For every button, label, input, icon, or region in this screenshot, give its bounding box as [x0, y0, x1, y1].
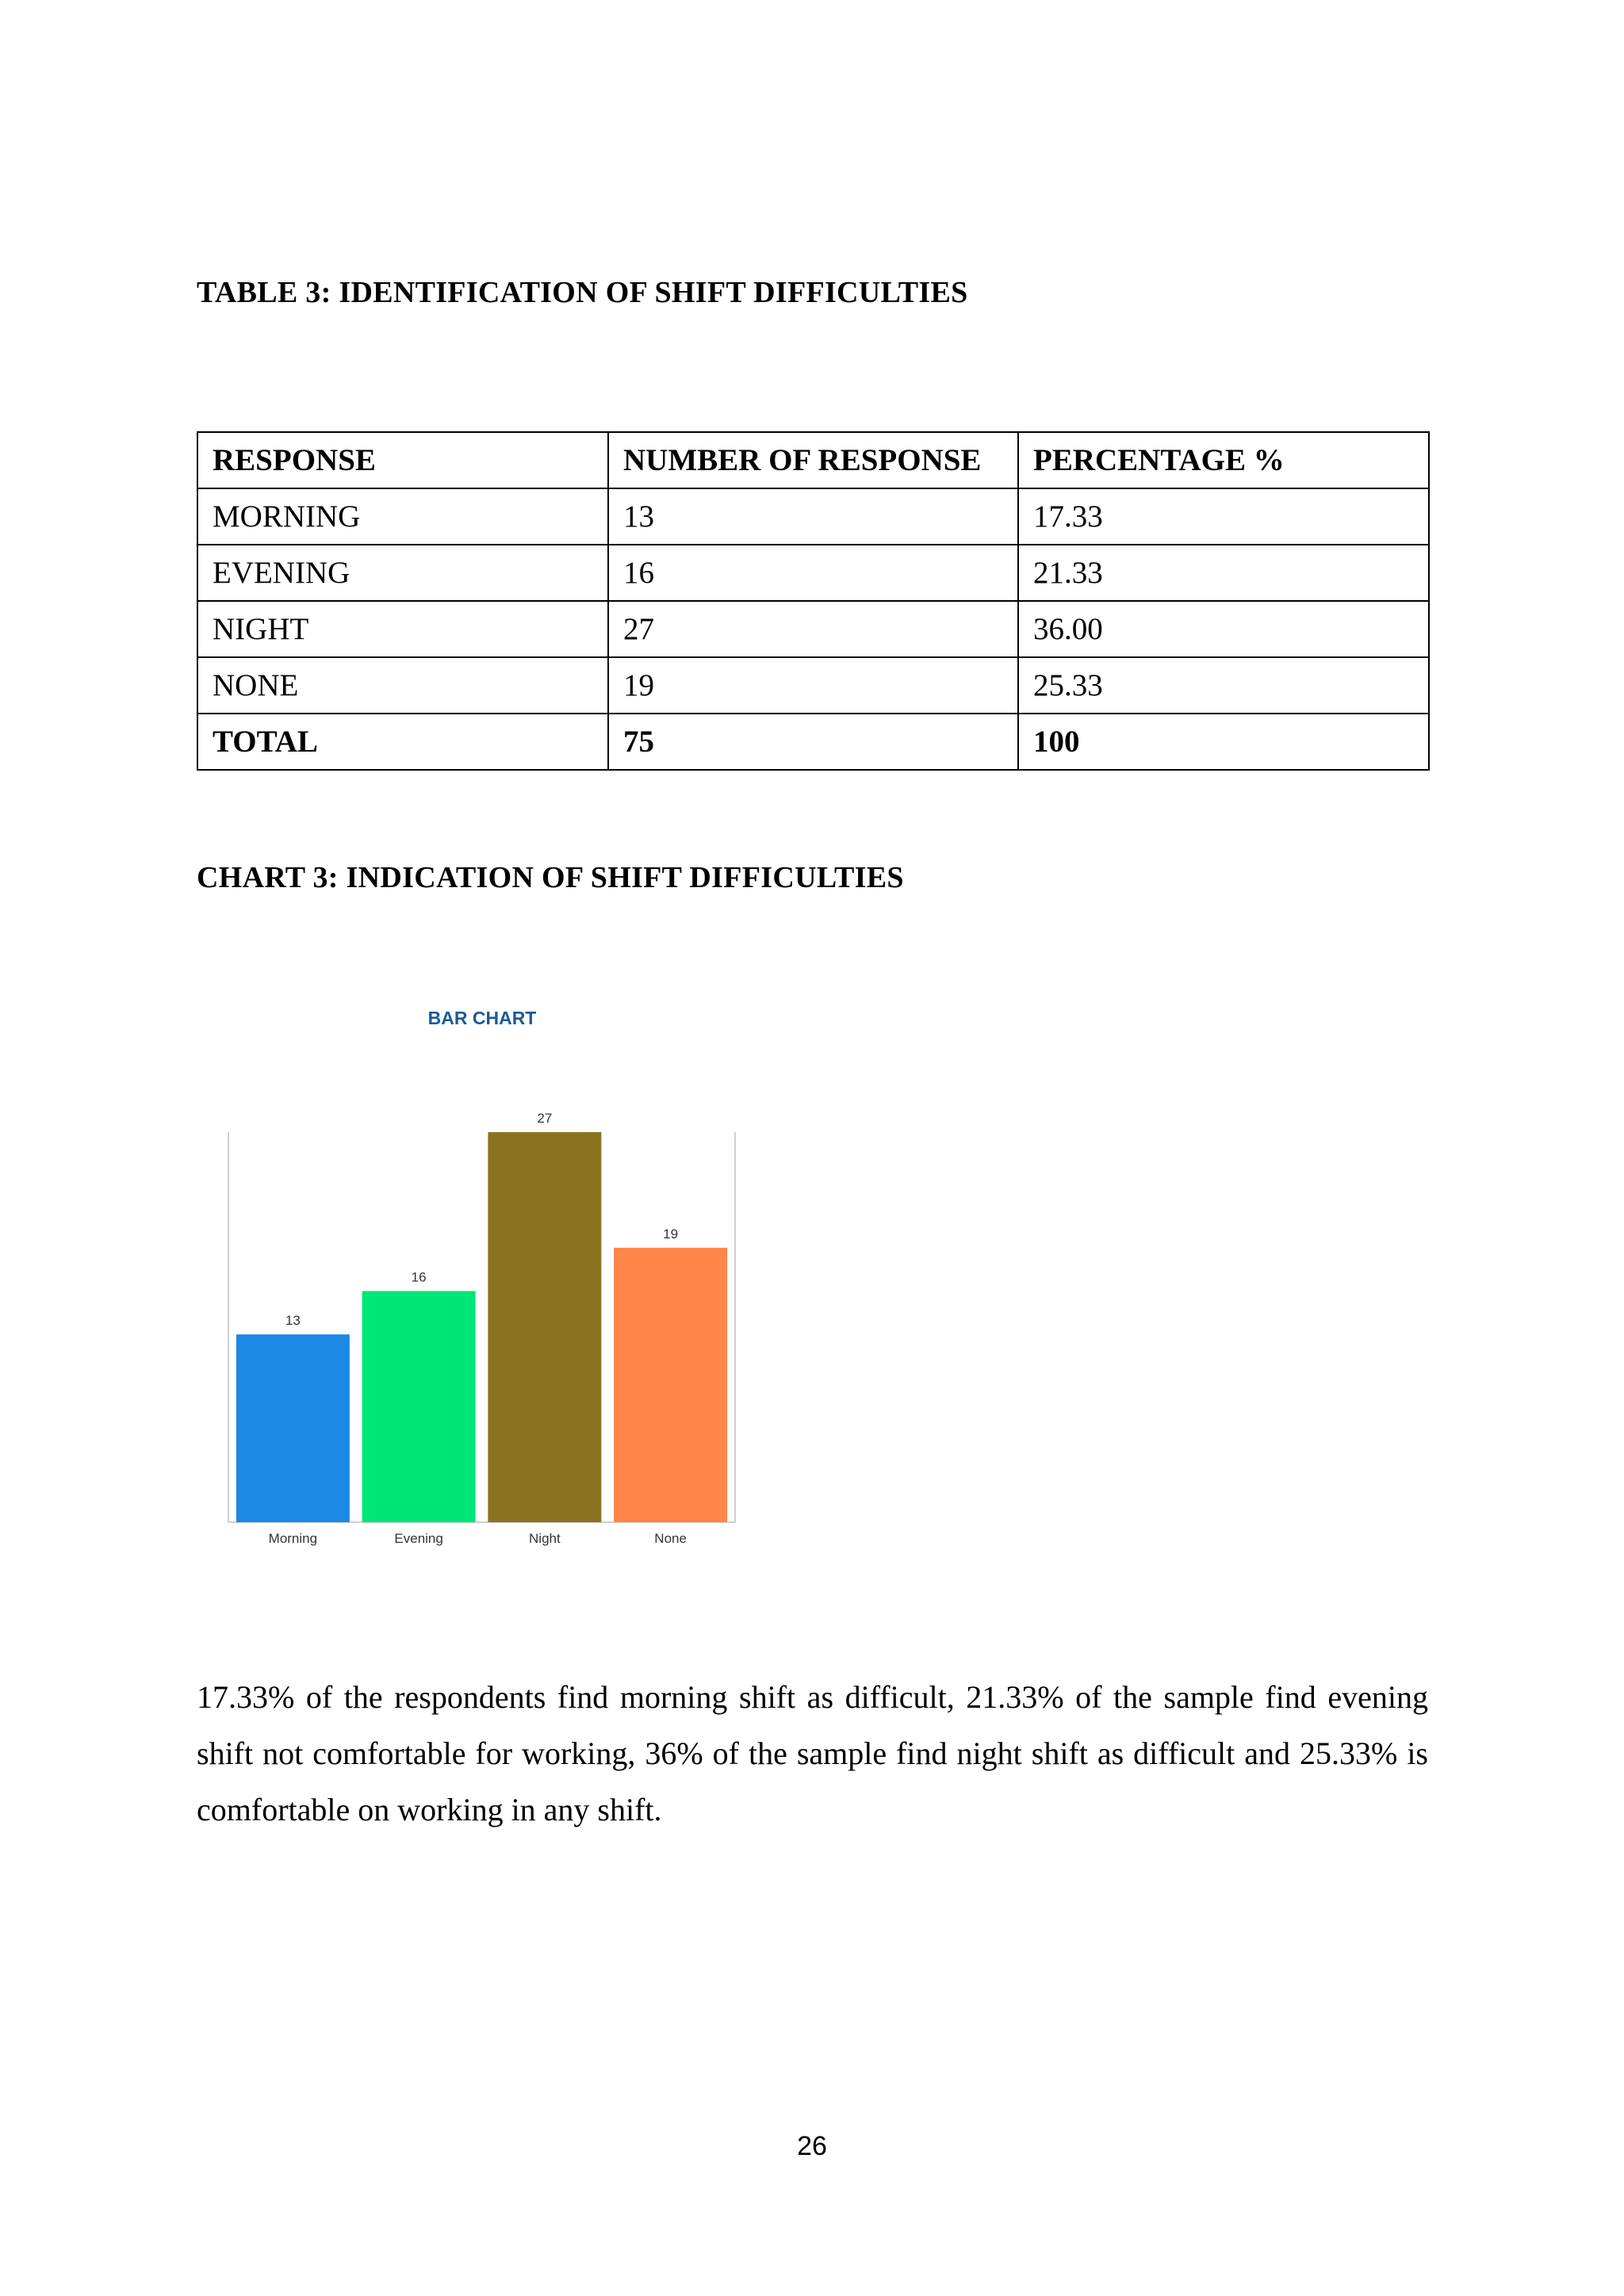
header-cell: RESPONSE [197, 432, 608, 488]
total-cell: 75 [608, 714, 1018, 770]
value-label-night: 27 [537, 1111, 553, 1126]
chart-category-labels [269, 1531, 687, 1546]
value-label-morning: 13 [285, 1313, 301, 1329]
table-cell: 17.33 [1018, 488, 1429, 545]
bar-chart [198, 999, 769, 1570]
shift-difficulties-table [197, 431, 1430, 771]
table-cell: 16 [608, 545, 1018, 601]
chart-bars [236, 1132, 727, 1522]
table-row [197, 545, 1429, 601]
bar-night [488, 1132, 601, 1522]
table-header-row [197, 432, 1429, 488]
table-cell: EVENING [197, 545, 608, 601]
bar-morning [236, 1334, 350, 1522]
value-label-evening: 16 [411, 1269, 427, 1285]
bar-none [614, 1248, 727, 1522]
table-total-row [197, 714, 1429, 770]
table-row [197, 488, 1429, 545]
table-cell: 36.00 [1018, 601, 1429, 657]
bar-chart-svg [198, 999, 769, 1570]
page-number: 26 [797, 2131, 827, 2161]
chart-title: BAR CHART [427, 1008, 537, 1028]
category-label-morning: Morning [268, 1531, 318, 1546]
category-label-evening: Evening [394, 1531, 443, 1546]
table-row [197, 657, 1429, 714]
table-cell: NONE [197, 657, 608, 714]
table-cell: MORNING [197, 488, 608, 545]
table-cell: NIGHT [197, 601, 608, 657]
category-label-night: Night [529, 1531, 561, 1546]
header-cell: PERCENTAGE % [1018, 432, 1429, 488]
value-label-none: 19 [663, 1226, 679, 1242]
table-heading: TABLE 3: IDENTIFICATION OF SHIFT DIFFICULTIES [197, 276, 968, 309]
table-cell: 21.33 [1018, 545, 1429, 601]
table-cell: 27 [608, 601, 1018, 657]
total-cell: TOTAL [197, 714, 608, 770]
table-cell: 25.33 [1018, 657, 1429, 714]
table-cell: 19 [608, 657, 1018, 714]
bar-evening [362, 1291, 476, 1522]
total-cell: 100 [1018, 714, 1429, 770]
header-cell: NUMBER OF RESPONSE [608, 432, 1018, 488]
table-cell: 13 [608, 488, 1018, 545]
body-paragraph: 17.33% of the respondents find morning shift as difficult, 21.33% of the sample find evening shift not comfortable for working, 36% of the sample find night shift as difficult and 25.33% is comfortable on working in any shift. [197, 1679, 1428, 1827]
table-row [197, 601, 1429, 657]
category-label-none: None [654, 1531, 687, 1546]
chart-heading: CHART 3: INDICATION OF SHIFT DIFFICULTIES [197, 861, 904, 894]
